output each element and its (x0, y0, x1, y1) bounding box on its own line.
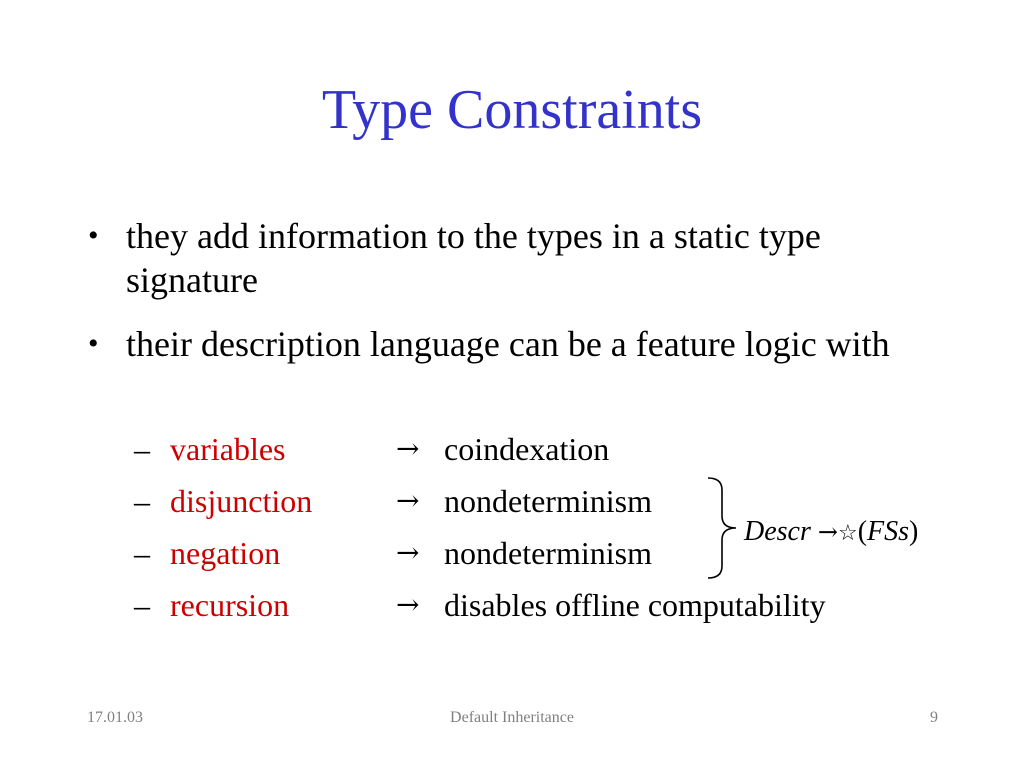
footer-title: Default Inheritance (450, 709, 574, 726)
bullet-item (88, 214, 948, 302)
sub-item-result: coindexation (444, 431, 610, 467)
formula-close-paren: ) (909, 516, 919, 547)
right-arrow-icon: → (396, 484, 420, 517)
formula-open-paren: ( (857, 516, 868, 547)
sub-item-recursion (134, 585, 934, 625)
sub-item-term: negation (170, 535, 281, 571)
right-brace-icon (706, 476, 746, 580)
sub-item-term: disjunction (170, 483, 313, 519)
slide-title: Type Constraints (321, 79, 703, 141)
bullet-text: their description language can be a feature logic with (126, 324, 890, 364)
sub-item-variables (134, 429, 934, 469)
formula-arg: FSs (867, 516, 910, 547)
sub-item-dash: – (134, 535, 150, 571)
formula-lhs: Descr (744, 516, 811, 547)
star-icon: ☆ (837, 521, 858, 546)
right-arrow-icon: → (396, 588, 420, 621)
sub-item-result: nondeterminism (444, 535, 652, 571)
sub-item-term: variables (170, 431, 286, 467)
sub-item-dash: – (134, 483, 150, 519)
sub-item-result: nondeterminism (444, 483, 652, 519)
sub-item-term: recursion (170, 587, 290, 623)
right-arrow-icon: → (396, 432, 420, 465)
sub-item-result: disables offline computability (444, 587, 826, 623)
formula (744, 514, 918, 552)
bullet-marker: • (88, 219, 99, 252)
bullet-item (88, 322, 948, 366)
sub-item-dash: – (134, 431, 150, 467)
bullet-text: they add information to the types in a static type signature (126, 216, 821, 300)
footer-page-number: 9 (930, 709, 938, 726)
right-arrow-icon: → (396, 536, 420, 569)
bullet-marker: • (88, 327, 99, 360)
footer-date: 17.01.03 (87, 709, 143, 726)
sub-item-dash: – (134, 587, 150, 623)
right-arrow-icon: → (817, 518, 838, 546)
